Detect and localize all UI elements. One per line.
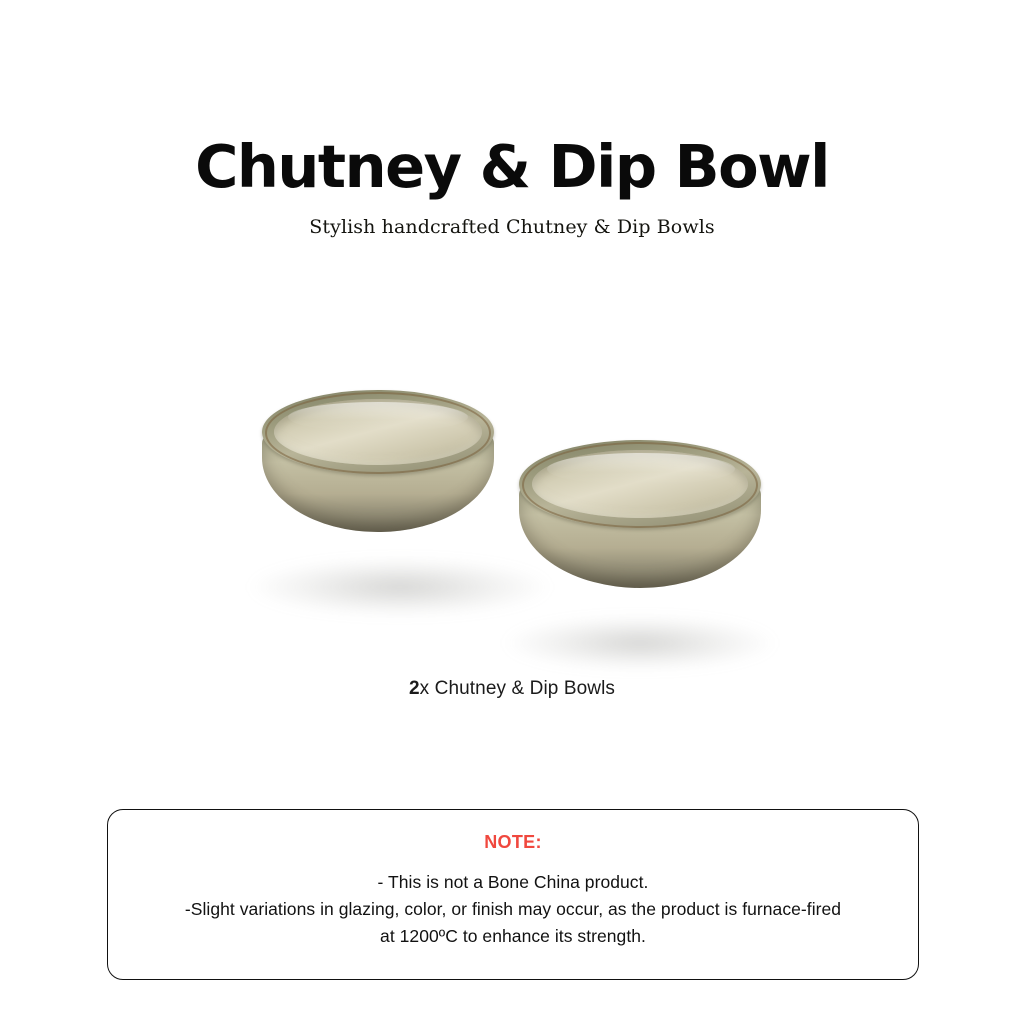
bowl-highlight [288, 402, 468, 432]
page-header [0, 132, 1024, 238]
quantity-label: x Chutney & Dip Bowls [419, 678, 616, 699]
page-subtitle: Stylish handcrafted Chutney & Dip Bowls [309, 215, 715, 238]
bowl-shadow-left [250, 558, 550, 616]
note-line-1: - This is not a Bone China product. [377, 872, 649, 892]
bowl-highlight [547, 453, 735, 485]
chutney-dip-bowl-left [262, 390, 494, 550]
page-title: Chutney & Dip Bowl [195, 132, 829, 201]
note-line-3: at 1200ºC to enhance its strength. [380, 926, 646, 947]
note-box [107, 809, 919, 980]
chutney-dip-bowl-right [519, 440, 761, 610]
product-image [0, 380, 1024, 660]
note-title: NOTE: [484, 832, 542, 852]
bowl-shadow-right [505, 616, 775, 670]
quantity-caption [0, 678, 1024, 700]
note-line-2: -Slight variations in glazing, color, or finish may occur, as the product is furnace-fired [184, 899, 842, 920]
quantity-value: 2 [408, 678, 420, 699]
